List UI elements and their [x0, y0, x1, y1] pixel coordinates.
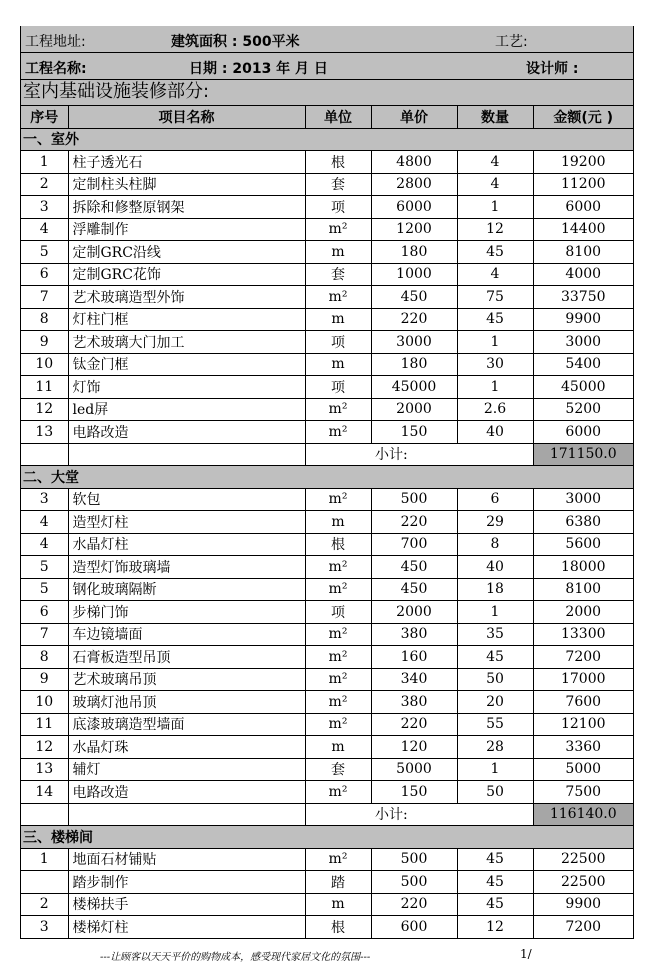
empty-cell	[21, 803, 68, 826]
row-amount: 7200	[533, 916, 633, 939]
table-row	[21, 713, 633, 736]
table-body	[21, 128, 633, 938]
group-title: 二、大堂	[21, 466, 633, 489]
row-no: 13	[21, 758, 68, 781]
row-name: led屏	[68, 398, 305, 421]
empty-cell	[305, 803, 371, 826]
row-no	[21, 871, 68, 894]
row-price: 500	[371, 848, 457, 871]
row-amount: 18000	[533, 556, 633, 579]
row-price: 2000	[371, 398, 457, 421]
empty-cell	[21, 443, 68, 466]
row-name: 水晶灯柱	[68, 533, 305, 556]
row-price: 120	[371, 736, 457, 759]
row-amount: 12100	[533, 713, 633, 736]
row-name: 步梯门饰	[68, 601, 305, 624]
subtotal-label: 小计:	[371, 803, 533, 826]
row-unit: m	[305, 308, 371, 331]
row-price: 45000	[371, 376, 457, 399]
col-price: 单价	[371, 106, 457, 128]
row-unit: m²	[305, 713, 371, 736]
header-row-1	[21, 26, 633, 53]
row-amount: 5600	[533, 533, 633, 556]
row-price: 1200	[371, 218, 457, 241]
row-no: 12	[21, 736, 68, 759]
table-row	[21, 421, 633, 444]
table-row	[21, 308, 633, 331]
row-unit: 项	[305, 601, 371, 624]
row-price: 1000	[371, 263, 457, 286]
row-qty: 50	[457, 668, 533, 691]
row-amount: 5000	[533, 758, 633, 781]
row-unit: m²	[305, 286, 371, 309]
row-qty: 45	[457, 871, 533, 894]
row-qty: 45	[457, 241, 533, 264]
row-name: 踏步制作	[68, 871, 305, 894]
quote-table	[21, 106, 633, 939]
row-amount: 11200	[533, 173, 633, 196]
subtotal-amount: 171150.0	[533, 443, 633, 466]
table-row	[21, 218, 633, 241]
row-price: 220	[371, 713, 457, 736]
row-no: 5	[21, 556, 68, 579]
row-no: 9	[21, 668, 68, 691]
row-price: 160	[371, 646, 457, 669]
table-row	[21, 488, 633, 511]
footer-page-number: 1/	[520, 947, 532, 961]
row-price: 450	[371, 556, 457, 579]
row-qty: 29	[457, 511, 533, 534]
row-qty: 12	[457, 916, 533, 939]
row-unit: 项	[305, 196, 371, 219]
row-no: 3	[21, 916, 68, 939]
row-no: 3	[21, 488, 68, 511]
col-amount: 金额(元 )	[533, 106, 633, 128]
row-name: 定制GRC花饰	[68, 263, 305, 286]
row-unit: m²	[305, 691, 371, 714]
row-price: 180	[371, 241, 457, 264]
row-qty: 40	[457, 421, 533, 444]
row-amount: 33750	[533, 286, 633, 309]
process-label: 工艺:	[495, 34, 528, 50]
row-unit: m²	[305, 646, 371, 669]
table-row	[21, 781, 633, 804]
row-price: 3000	[371, 331, 457, 354]
row-no: 13	[21, 421, 68, 444]
row-no: 9	[21, 331, 68, 354]
row-no: 6	[21, 263, 68, 286]
row-unit: 踏	[305, 871, 371, 894]
row-price: 450	[371, 578, 457, 601]
row-price: 180	[371, 353, 457, 376]
table-row	[21, 286, 633, 309]
row-amount: 22500	[533, 871, 633, 894]
row-amount: 9900	[533, 893, 633, 916]
row-qty: 35	[457, 623, 533, 646]
row-unit: m²	[305, 218, 371, 241]
row-name: 软包	[68, 488, 305, 511]
table-row	[21, 578, 633, 601]
row-name: 电路改造	[68, 421, 305, 444]
row-unit: m²	[305, 848, 371, 871]
designer-label: 设计师 :	[526, 61, 579, 77]
row-name: 灯饰	[68, 376, 305, 399]
table-row	[21, 331, 633, 354]
row-amount: 3360	[533, 736, 633, 759]
project-label: 工程名称:	[25, 61, 87, 77]
row-unit: m²	[305, 781, 371, 804]
table-row	[21, 173, 633, 196]
row-name: 车边镜墙面	[68, 623, 305, 646]
table-row	[21, 601, 633, 624]
group-header-row	[21, 826, 633, 849]
subtotal-label: 小计:	[371, 443, 533, 466]
group-header-row	[21, 466, 633, 489]
row-amount: 5400	[533, 353, 633, 376]
row-name: 艺术玻璃吊顶	[68, 668, 305, 691]
row-unit: m	[305, 241, 371, 264]
row-name: 定制GRC沿线	[68, 241, 305, 264]
row-amount: 5200	[533, 398, 633, 421]
row-price: 380	[371, 691, 457, 714]
row-qty: 4	[457, 173, 533, 196]
row-amount: 4000	[533, 263, 633, 286]
row-qty: 20	[457, 691, 533, 714]
row-qty: 50	[457, 781, 533, 804]
row-unit: 根	[305, 151, 371, 174]
col-qty: 数量	[457, 106, 533, 128]
row-unit: m	[305, 893, 371, 916]
row-price: 600	[371, 916, 457, 939]
row-price: 500	[371, 488, 457, 511]
row-qty: 40	[457, 556, 533, 579]
row-unit: m²	[305, 668, 371, 691]
row-qty: 1	[457, 196, 533, 219]
table-row	[21, 533, 633, 556]
row-qty: 18	[457, 578, 533, 601]
subtotal-row	[21, 443, 633, 466]
row-amount: 8100	[533, 578, 633, 601]
row-unit: 套	[305, 758, 371, 781]
row-no: 7	[21, 286, 68, 309]
row-qty: 4	[457, 151, 533, 174]
row-price: 6000	[371, 196, 457, 219]
row-price: 700	[371, 533, 457, 556]
table-row	[21, 263, 633, 286]
row-amount: 14400	[533, 218, 633, 241]
row-name: 定制柱头柱脚	[68, 173, 305, 196]
row-no: 14	[21, 781, 68, 804]
row-no: 2	[21, 893, 68, 916]
row-unit: m	[305, 353, 371, 376]
row-no: 6	[21, 601, 68, 624]
table-row	[21, 623, 633, 646]
row-amount: 6000	[533, 421, 633, 444]
row-unit: m	[305, 511, 371, 534]
row-qty: 55	[457, 713, 533, 736]
row-amount: 6380	[533, 511, 633, 534]
row-qty: 45	[457, 848, 533, 871]
row-amount: 3000	[533, 331, 633, 354]
row-price: 4800	[371, 151, 457, 174]
row-no: 1	[21, 151, 68, 174]
row-no: 7	[21, 623, 68, 646]
row-unit: 项	[305, 376, 371, 399]
row-no: 3	[21, 196, 68, 219]
row-unit: 套	[305, 173, 371, 196]
row-qty: 1	[457, 331, 533, 354]
column-header-row	[21, 106, 633, 128]
table-row	[21, 691, 633, 714]
table-row	[21, 646, 633, 669]
row-amount: 2000	[533, 601, 633, 624]
row-name: 地面石材铺贴	[68, 848, 305, 871]
row-qty: 45	[457, 646, 533, 669]
row-name: 造型灯饰玻璃墙	[68, 556, 305, 579]
row-qty: 6	[457, 488, 533, 511]
row-unit: m²	[305, 578, 371, 601]
row-qty: 28	[457, 736, 533, 759]
row-name: 楼梯扶手	[68, 893, 305, 916]
row-amount: 3000	[533, 488, 633, 511]
row-qty: 1	[457, 601, 533, 624]
section-title: 室内基础设施装修部分:	[21, 80, 633, 106]
row-name: 水晶灯珠	[68, 736, 305, 759]
row-name: 钢化玻璃隔断	[68, 578, 305, 601]
row-unit: m²	[305, 556, 371, 579]
row-price: 5000	[371, 758, 457, 781]
table-row	[21, 556, 633, 579]
table-row	[21, 916, 633, 939]
row-name: 楼梯灯柱	[68, 916, 305, 939]
row-no: 5	[21, 578, 68, 601]
row-amount: 45000	[533, 376, 633, 399]
table-row	[21, 398, 633, 421]
subtotal-amount: 116140.0	[533, 803, 633, 826]
row-name: 拆除和修整原钢架	[68, 196, 305, 219]
empty-cell	[68, 803, 305, 826]
row-qty: 1	[457, 758, 533, 781]
subtotal-row	[21, 803, 633, 826]
row-amount: 17000	[533, 668, 633, 691]
table-row	[21, 353, 633, 376]
row-qty: 8	[457, 533, 533, 556]
row-price: 150	[371, 421, 457, 444]
row-no: 12	[21, 398, 68, 421]
row-qty: 45	[457, 308, 533, 331]
row-amount: 9900	[533, 308, 633, 331]
row-no: 10	[21, 353, 68, 376]
row-unit: m²	[305, 398, 371, 421]
row-name: 底漆玻璃造型墙面	[68, 713, 305, 736]
row-unit: m²	[305, 421, 371, 444]
row-qty: 75	[457, 286, 533, 309]
row-name: 钛金门框	[68, 353, 305, 376]
row-name: 艺术玻璃造型外饰	[68, 286, 305, 309]
table-row	[21, 241, 633, 264]
row-no: 4	[21, 511, 68, 534]
table-row	[21, 893, 633, 916]
row-price: 380	[371, 623, 457, 646]
row-unit: m	[305, 736, 371, 759]
date-text: 日期 : 2013 年 月 日	[189, 61, 328, 77]
row-amount: 13300	[533, 623, 633, 646]
group-title: 三、楼梯间	[21, 826, 633, 849]
row-qty: 4	[457, 263, 533, 286]
header-row-2	[21, 53, 633, 80]
row-no: 10	[21, 691, 68, 714]
table-row	[21, 736, 633, 759]
col-unit: 单位	[305, 106, 371, 128]
quotation-sheet	[20, 26, 634, 939]
row-no: 1	[21, 848, 68, 871]
row-unit: m²	[305, 488, 371, 511]
row-price: 450	[371, 286, 457, 309]
group-title: 一、室外	[21, 128, 633, 151]
row-name: 柱子透光石	[68, 151, 305, 174]
table-row	[21, 376, 633, 399]
col-name: 项目名称	[68, 106, 305, 128]
row-amount: 19200	[533, 151, 633, 174]
row-unit: 根	[305, 916, 371, 939]
row-name: 玻璃灯池吊顶	[68, 691, 305, 714]
area-text: 建筑面积 : 500平米	[171, 34, 300, 50]
row-price: 500	[371, 871, 457, 894]
row-price: 220	[371, 893, 457, 916]
row-price: 2000	[371, 601, 457, 624]
group-header-row	[21, 128, 633, 151]
address-label: 工程地址:	[25, 34, 86, 50]
row-name: 石膏板造型吊顶	[68, 646, 305, 669]
row-qty: 1	[457, 376, 533, 399]
row-qty: 30	[457, 353, 533, 376]
row-name: 浮雕制作	[68, 218, 305, 241]
row-name: 灯柱门框	[68, 308, 305, 331]
row-no: 8	[21, 308, 68, 331]
empty-cell	[68, 443, 305, 466]
table-row	[21, 511, 633, 534]
table-row	[21, 668, 633, 691]
row-price: 220	[371, 511, 457, 534]
row-no: 11	[21, 376, 68, 399]
empty-cell	[305, 443, 371, 466]
footer-slogan: ---让顾客以天天平价的购物成本，感受现代家居文化的氛围---	[100, 952, 371, 963]
row-price: 2800	[371, 173, 457, 196]
row-no: 11	[21, 713, 68, 736]
row-qty: 12	[457, 218, 533, 241]
row-qty: 2.6	[457, 398, 533, 421]
row-amount: 6000	[533, 196, 633, 219]
row-price: 220	[371, 308, 457, 331]
row-unit: 套	[305, 263, 371, 286]
row-amount: 7500	[533, 781, 633, 804]
row-price: 150	[371, 781, 457, 804]
table-row	[21, 848, 633, 871]
table-row	[21, 196, 633, 219]
row-no: 2	[21, 173, 68, 196]
row-amount: 7200	[533, 646, 633, 669]
row-no: 4	[21, 533, 68, 556]
row-name: 电路改造	[68, 781, 305, 804]
row-unit: m²	[305, 623, 371, 646]
row-price: 340	[371, 668, 457, 691]
row-unit: 项	[305, 331, 371, 354]
row-name: 造型灯柱	[68, 511, 305, 534]
row-name: 辅灯	[68, 758, 305, 781]
table-row	[21, 151, 633, 174]
row-qty: 45	[457, 893, 533, 916]
table-row	[21, 871, 633, 894]
row-no: 5	[21, 241, 68, 264]
row-amount: 22500	[533, 848, 633, 871]
row-amount: 8100	[533, 241, 633, 264]
row-unit: 根	[305, 533, 371, 556]
row-no: 8	[21, 646, 68, 669]
row-no: 4	[21, 218, 68, 241]
row-name: 艺术玻璃大门加工	[68, 331, 305, 354]
row-amount: 7600	[533, 691, 633, 714]
col-no: 序号	[21, 106, 68, 128]
table-row	[21, 758, 633, 781]
